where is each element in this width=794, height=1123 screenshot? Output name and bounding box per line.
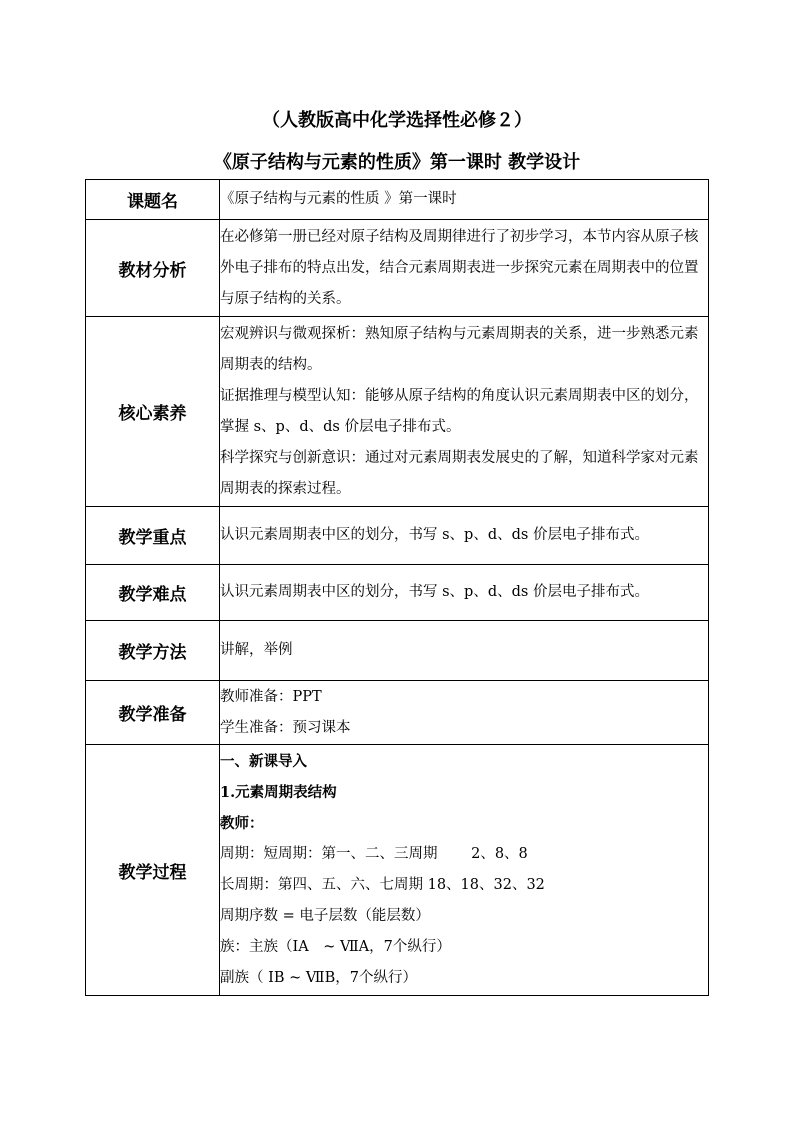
value-analysis: 在必修第一册已经对原子结构及周期律进行了初步学习，本节内容从原子核外电子排布的特点出发，结合元素周期表进一步探究元素在周期表中的位置与原子结构的关系。 <box>220 220 709 317</box>
process-line-main-groups: 族：主族（ⅠA ~ ⅦA，7个纵行） <box>220 939 451 955</box>
label-core-literacy: 核心素养 <box>86 317 220 507</box>
process-subheading: 1.元素周期表结构 <box>220 784 337 801</box>
label-process: 教学过程 <box>86 745 220 996</box>
process-line-periods-short: 周期：短周期：第一、二、三周期 2、8、8 <box>220 846 528 862</box>
value-key-points: 认识元素周期表中区的划分，书写 s、p、d、ds 价层电子排布式。 <box>220 507 709 565</box>
value-topic: 《原子结构与元素的性质 》第一课时 <box>220 180 709 220</box>
row-difficulty <box>86 565 709 621</box>
core-literacy-item-2: 证据推理与模型认知：能够从原子结构的角度认识元素周期表中区的划分，掌握 s、p、d、ds 价层电子排布式。 <box>220 387 699 435</box>
teacher-preparation: 教师准备：PPT <box>220 688 322 705</box>
core-literacy-item-1: 宏观辨识与微观探析：熟知原子结构与元素周期表的关系，进一步熟悉元素周期表的结构。 <box>220 325 699 373</box>
row-process <box>86 745 709 996</box>
process-speaker: 教师： <box>220 815 264 832</box>
row-method <box>86 621 709 681</box>
label-preparation: 教学准备 <box>86 681 220 745</box>
process-line-sub-groups: 副族（ ⅠB ~ ⅦB，7个纵行） <box>220 970 417 986</box>
row-analysis <box>86 220 709 317</box>
document-title-line1: （人教版高中化学选择性必修２） <box>262 110 532 131</box>
value-method: 讲解，举例 <box>220 621 709 681</box>
label-analysis: 教材分析 <box>86 220 220 317</box>
document-title-line2: 《原子结构与元素的性质》第一课时 教学设计 <box>213 152 581 173</box>
label-key-points: 教学重点 <box>86 507 220 565</box>
value-difficulty: 认识元素周期表中区的划分，书写 s、p、d、ds 价层电子排布式。 <box>220 565 709 621</box>
core-literacy-item-3: 科学探究与创新意识：通过对元素周期表发展史的了解，知道科学家对元素周期表的探索过程。 <box>220 449 699 497</box>
process-line-periods-long: 长周期：第四、五、六、七周期 18、18、32、32 <box>220 877 545 893</box>
row-topic <box>86 180 709 220</box>
label-difficulty: 教学难点 <box>86 565 220 621</box>
row-core-literacy <box>86 317 709 507</box>
value-core-literacy <box>220 317 709 507</box>
row-key-points <box>86 507 709 565</box>
value-preparation <box>220 681 709 745</box>
process-line-period-number: 周期序数 = 电子层数（能层数） <box>220 908 430 924</box>
process-section-heading: 一、新课导入 <box>220 753 307 770</box>
value-process <box>220 745 709 996</box>
lesson-plan-table <box>85 179 709 996</box>
label-method: 教学方法 <box>86 621 220 681</box>
student-preparation: 学生准备：预习课本 <box>220 719 351 736</box>
label-topic: 课题名 <box>86 180 220 220</box>
row-preparation <box>86 681 709 745</box>
